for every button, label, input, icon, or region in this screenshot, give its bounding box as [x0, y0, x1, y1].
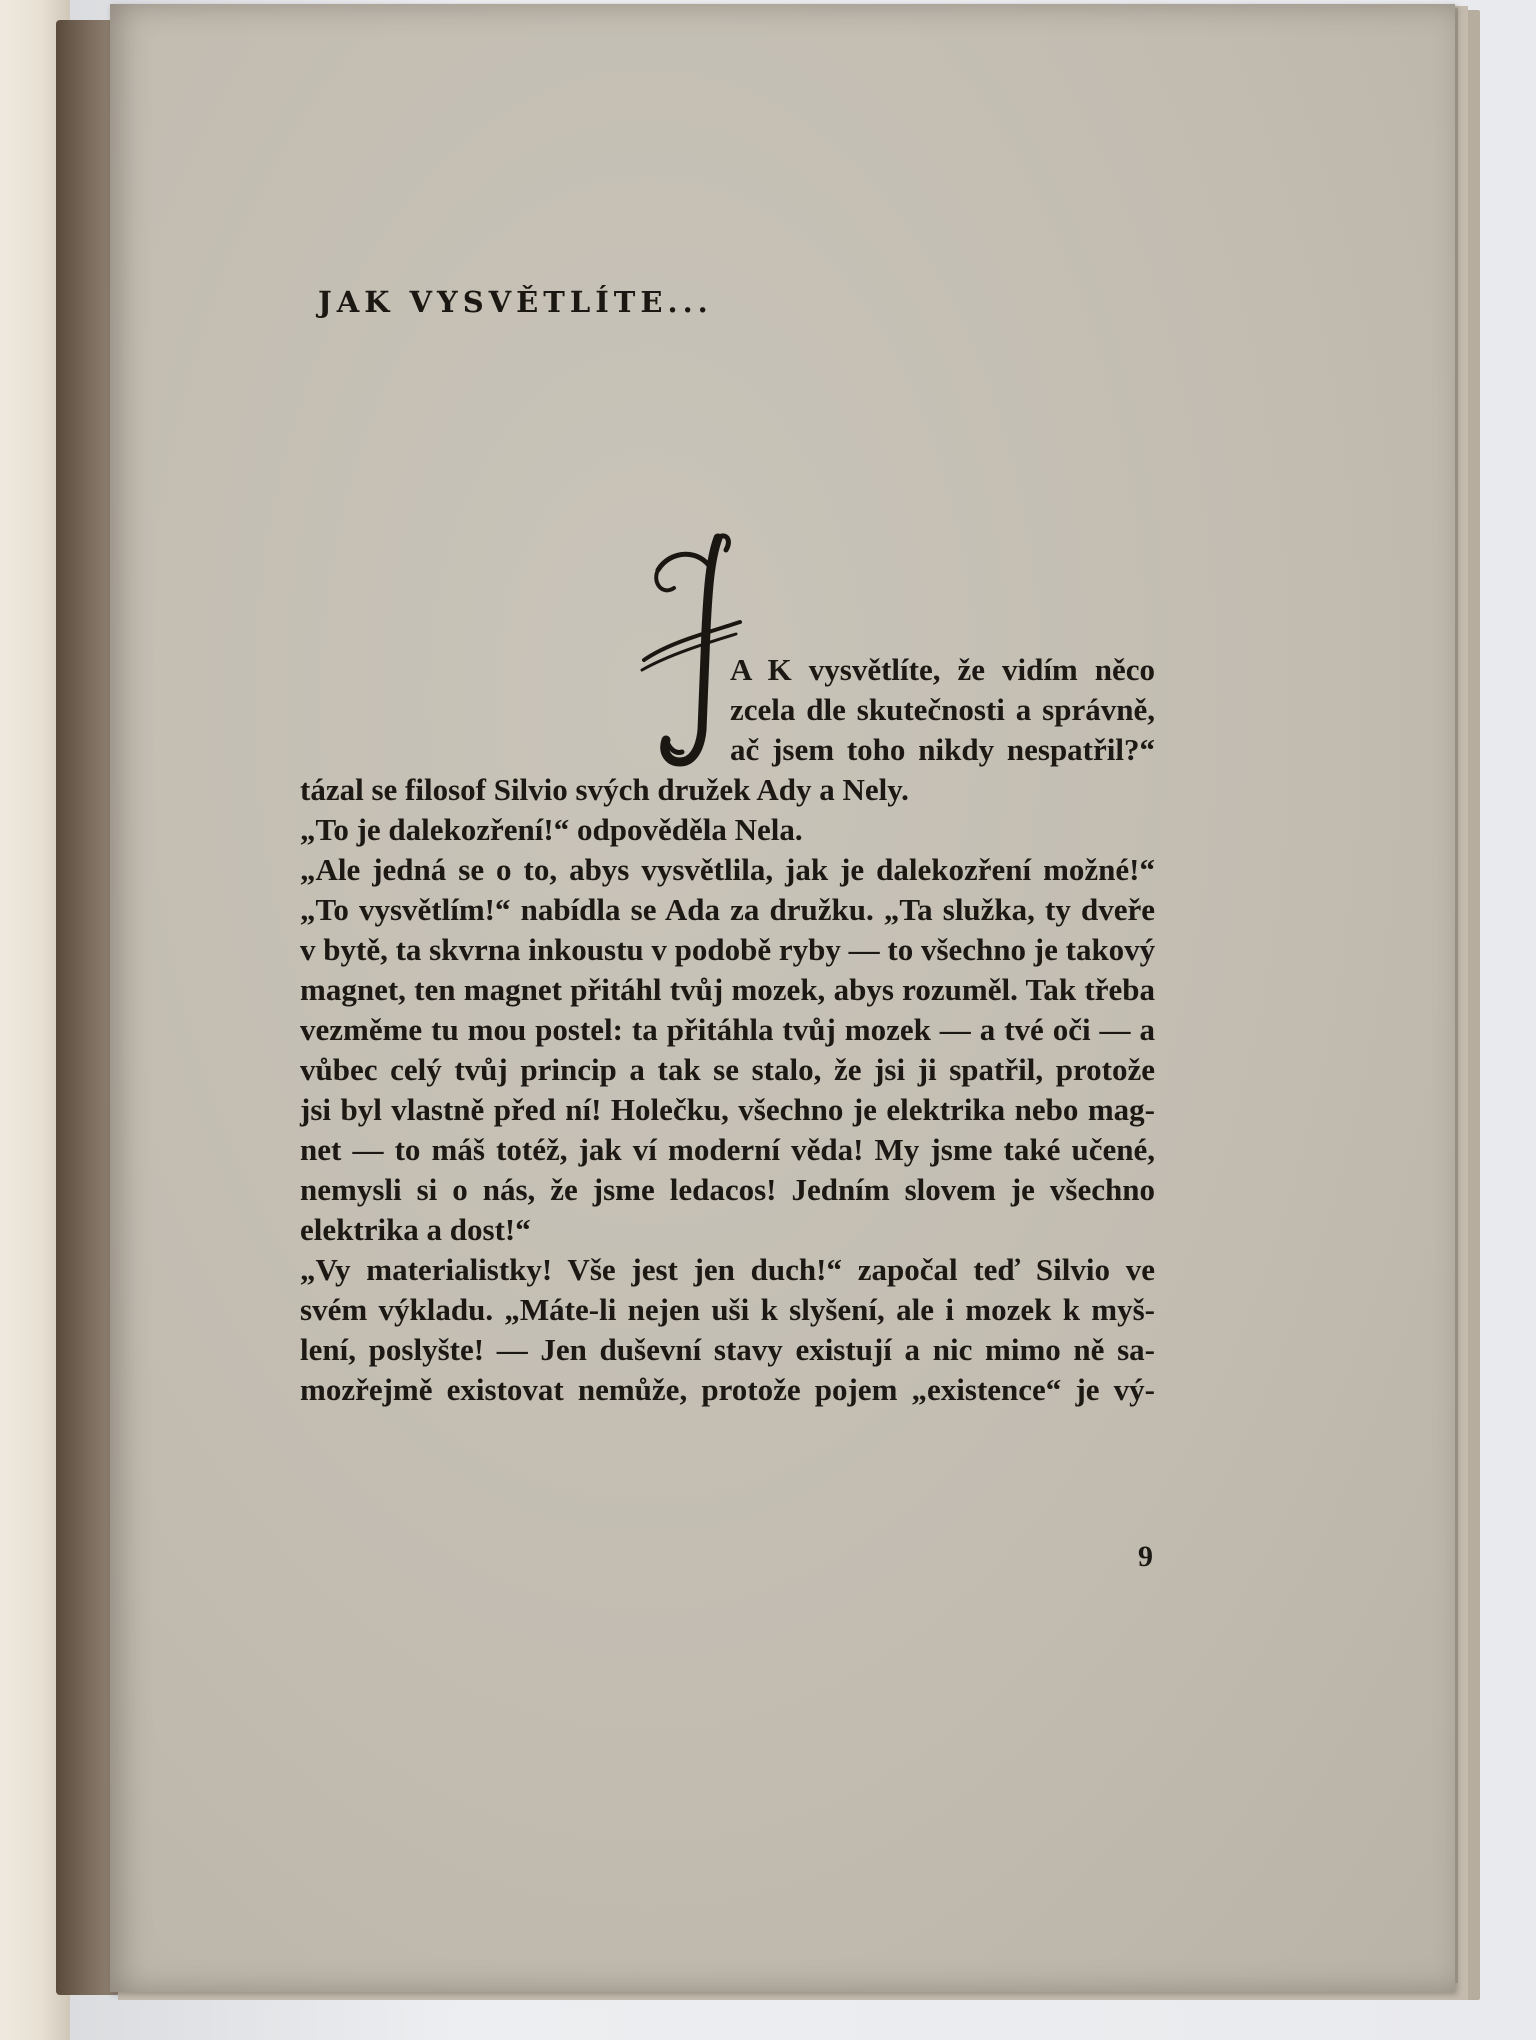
text-line: lení, poslyšte! — Jen duševní stavy existují a nic mimo ně sa- — [300, 1332, 1155, 1367]
body-text — [300, 650, 1155, 1410]
text-line: zcela dle skutečnosti a správně, — [730, 692, 1155, 727]
text-line: tázal se filosof Silvio svých družek Ady a Nely. — [300, 772, 909, 807]
text-line: mozřejmě existovat nemůže, protože pojem „existence“ je vý- — [300, 1372, 1155, 1407]
chapter-heading: JAK VYSVĚTLÍTE... — [318, 285, 713, 319]
text-line: „Ale jedná se o to, abys vysvětlila, jak je dalekozření možné!“ — [300, 852, 1155, 887]
text-line: „To vysvětlím!“ nabídla se Ada za družku. „Ta služka, ty dveře — [300, 892, 1155, 927]
page-number: 9 — [1138, 1540, 1153, 1573]
text-line: elektrika a dost!“ — [300, 1212, 531, 1247]
text-line: „Vy materialistky! Vše jest jen duch!“ započal teď Silvio ve — [300, 1252, 1155, 1287]
text-line: v bytě, ta skvrna inkoustu v podobě ryby — to všechno je takový — [300, 932, 1156, 967]
text-line: vůbec celý tvůj princip a tak se stalo, že jsi ji spatřil, protože — [300, 1052, 1155, 1087]
text-line: ač jsem toho nikdy nespatřil?“ — [730, 732, 1155, 767]
text-line: vezměme tu mou postel: ta přitáhla tvůj mozek — a tvé oči — a — [300, 1012, 1155, 1047]
text-line: magnet, ten magnet přitáhl tvůj mozek, abys rozuměl. Tak třeba — [300, 972, 1155, 1007]
text-line: „To je dalekozření!“ odpověděla Nela. — [300, 812, 803, 847]
text-line: net — to máš totéž, jak ví moderní věda! My jsme také učené, — [300, 1132, 1155, 1167]
text-line: nemysli si o nás, že jsme ledacos! Jedním slovem je všechno — [300, 1172, 1155, 1207]
text-line: jsi byl vlastně před ní! Holečku, všechno je elektrika nebo mag- — [300, 1092, 1155, 1127]
text-line: svém výkladu. „Máte-li nejen uši k slyšení, ale i mozek k myš- — [300, 1292, 1155, 1327]
text-line: A K vysvětlíte, že vidím něco — [730, 652, 1155, 687]
